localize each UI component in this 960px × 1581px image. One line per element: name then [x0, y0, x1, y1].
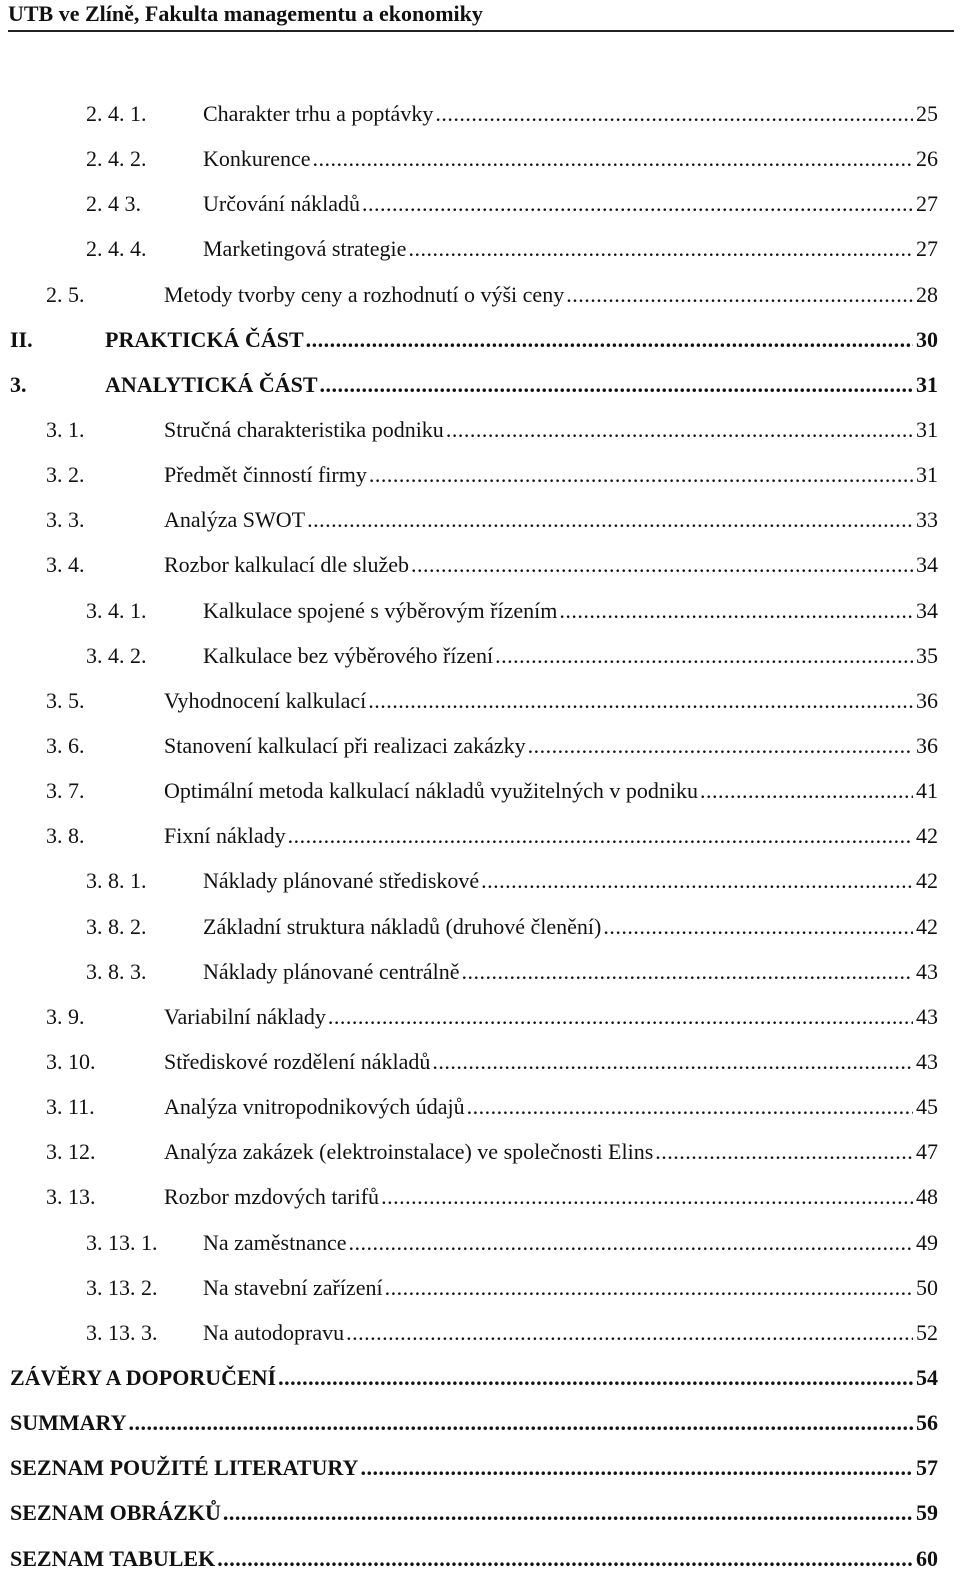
toc-entry-title: Analýza zakázek (elektroinstalace) ve společnosti Elins	[164, 1139, 654, 1165]
toc-entry-title: ANALYTICKÁ ČÁST	[105, 371, 318, 397]
toc-entry-page: 48	[916, 1184, 938, 1210]
toc-entry[interactable]	[0, 904, 960, 949]
dot-leader	[313, 136, 913, 181]
toc-entry-number: 2. 5.	[46, 281, 85, 307]
toc-entry[interactable]	[0, 1400, 960, 1445]
toc-entry[interactable]	[0, 226, 960, 271]
toc-entry[interactable]	[0, 91, 960, 136]
toc-entry-number: 3. 8. 2.	[86, 913, 147, 939]
toc-entry[interactable]	[0, 633, 960, 678]
dot-leader	[306, 317, 913, 362]
toc-entry-number: 3. 4.	[46, 552, 85, 578]
dot-leader	[411, 542, 913, 587]
toc-entry[interactable]	[0, 1355, 960, 1400]
toc-entry-page: 59	[916, 1500, 938, 1526]
toc-entry-number: II.	[10, 326, 33, 352]
toc-entry-title: Náklady plánované střediskové	[203, 868, 480, 894]
toc-entry[interactable]	[0, 452, 960, 497]
toc-entry-number: 3. 10.	[46, 1048, 96, 1074]
page-header	[8, 0, 954, 32]
toc-entry-number: 3. 4. 1.	[86, 597, 147, 623]
dot-leader	[381, 1174, 913, 1219]
dot-leader	[129, 1400, 913, 1445]
toc-entry[interactable]	[0, 542, 960, 587]
toc-entry-title: Vyhodnocení kalkulací	[164, 687, 367, 713]
toc-entry-number: 3. 8.	[46, 823, 85, 849]
toc-entry-title: Fixní náklady	[164, 823, 286, 849]
toc-entry[interactable]	[0, 1445, 960, 1490]
dot-leader	[349, 1220, 913, 1265]
toc-entry-page: 42	[916, 823, 938, 849]
dot-leader	[432, 1039, 913, 1084]
dot-leader	[307, 497, 913, 542]
dot-leader	[362, 181, 913, 226]
toc-entry-title: Na autodopravu	[203, 1319, 345, 1345]
dot-leader	[559, 588, 913, 633]
toc-entry-page: 26	[916, 146, 938, 172]
toc-entry-title: Stanovení kalkulací při realizaci zakázky	[164, 732, 526, 758]
dot-leader	[495, 633, 913, 678]
dot-leader	[566, 272, 913, 317]
toc-entry[interactable]	[0, 1310, 960, 1355]
toc-entry-page: 47	[916, 1139, 938, 1165]
toc-entry[interactable]	[0, 1039, 960, 1084]
toc-entry-page: 27	[916, 236, 938, 262]
toc-entry-page: 27	[916, 191, 938, 217]
toc-entry-page: 41	[916, 778, 938, 804]
dot-leader	[369, 452, 913, 497]
toc-entry-page: 28	[916, 281, 938, 307]
toc-entry-number: 3. 6.	[46, 732, 85, 758]
toc-entry-title: Předmět činností firmy	[164, 462, 367, 488]
toc-entry-page: 42	[916, 913, 938, 939]
toc-entry-title: Optimální metoda kalkulací nákladů využitelných v podniku	[164, 778, 698, 804]
toc-entry-page: 35	[916, 642, 938, 668]
toc-entry-title: Analýza vnitropodnikových údajů	[164, 1094, 465, 1120]
toc-entry-title: SUMMARY	[10, 1410, 127, 1436]
toc-entry-number: 3.	[10, 371, 27, 397]
toc-entry[interactable]	[0, 1265, 960, 1310]
toc-entry-page: 49	[916, 1229, 938, 1255]
toc-entry-title: SEZNAM POUŽITÉ LITERATURY	[10, 1455, 359, 1481]
toc-entry-number: 2. 4 3.	[86, 191, 141, 217]
dot-leader	[603, 904, 913, 949]
dot-leader	[435, 91, 913, 136]
toc-entry-title: Náklady plánované centrálně	[203, 958, 460, 984]
dot-leader	[346, 1310, 913, 1355]
toc-entry[interactable]	[0, 407, 960, 452]
toc-entry-page: 34	[916, 552, 938, 578]
toc-entry[interactable]	[0, 497, 960, 542]
toc-entry-page: 31	[916, 416, 938, 442]
toc-entry-title: Základní struktura nákladů (druhové členění)	[203, 913, 602, 939]
toc-entry-page: 45	[916, 1094, 938, 1120]
toc-entry[interactable]	[0, 1174, 960, 1219]
toc-entry[interactable]	[0, 768, 960, 813]
toc-entry-number: 3. 13. 2.	[86, 1274, 158, 1300]
toc-entry-page: 43	[916, 1048, 938, 1074]
toc-entry[interactable]	[0, 1084, 960, 1129]
toc-entry-title: Analýza SWOT	[164, 507, 306, 533]
toc-entry-title: Marketingová strategie	[203, 236, 407, 262]
toc-entry-title: ZÁVĚRY A DOPORUČENÍ	[10, 1364, 277, 1390]
toc-entry[interactable]	[0, 317, 960, 362]
toc-entry-title: Na zaměstnance	[203, 1229, 347, 1255]
dot-leader	[320, 362, 913, 407]
toc-entry[interactable]	[0, 813, 960, 858]
toc-entry-page: 56	[916, 1410, 938, 1436]
dot-leader	[446, 407, 913, 452]
toc-entry-page: 54	[916, 1364, 938, 1390]
toc-entry-page: 42	[916, 868, 938, 894]
header-text: UTB ve Zlíně, Fakulta managementu a ekonomiky	[8, 1, 483, 26]
dot-leader	[278, 1355, 913, 1400]
toc-entry-title: Určování nákladů	[203, 191, 360, 217]
toc-entry-number: 3. 7.	[46, 778, 85, 804]
toc-entry-title: Variabilní náklady	[164, 1003, 326, 1029]
toc-entry[interactable]	[0, 181, 960, 226]
toc-entry-number: 3. 5.	[46, 687, 85, 713]
toc-entry-number: 3. 11.	[46, 1094, 95, 1120]
toc-entry-page: 52	[916, 1319, 938, 1345]
toc-entry-title: PRAKTICKÁ ČÁST	[105, 326, 304, 352]
toc-entry-title: SEZNAM OBRÁZKŮ	[10, 1500, 221, 1526]
dot-leader	[385, 1265, 913, 1310]
toc-entry-page: 60	[916, 1545, 938, 1571]
dot-leader	[655, 1129, 913, 1174]
dot-leader	[328, 994, 913, 1039]
toc-entry-number: 3. 13. 3.	[86, 1319, 158, 1345]
toc-entry-title: Rozbor mzdových tarifů	[164, 1184, 380, 1210]
dot-leader	[223, 1490, 913, 1535]
toc-entry-title: Charakter trhu a poptávky	[203, 101, 434, 126]
toc-entry[interactable]	[0, 1220, 960, 1265]
toc-entry-page: 34	[916, 597, 938, 623]
toc-entry[interactable]	[0, 1490, 960, 1535]
toc-entry-number: 3. 8. 3.	[86, 958, 147, 984]
toc-entry[interactable]	[0, 1129, 960, 1174]
dot-leader	[408, 226, 913, 271]
toc-entry-number: 3. 13.	[46, 1184, 96, 1210]
toc-entry-number: 3. 3.	[46, 507, 85, 533]
toc-entry[interactable]	[0, 136, 960, 181]
toc-entry[interactable]	[0, 272, 960, 317]
toc-entry-page: 43	[916, 958, 938, 984]
dot-leader	[700, 768, 913, 813]
dot-leader	[368, 678, 913, 723]
toc-entry-page: 31	[916, 371, 938, 397]
dot-leader	[528, 723, 913, 768]
toc-entry-title: Metody tvorby ceny a rozhodnutí o výši ceny	[164, 281, 565, 307]
toc-entry-page: 25	[916, 101, 938, 126]
toc-entry[interactable]	[0, 1536, 960, 1581]
toc-entry-title: Kalkulace spojené s výběrovým řízením	[203, 597, 558, 623]
toc-entry-title: Rozbor kalkulací dle služeb	[164, 552, 409, 578]
toc-entry-number: 3. 8. 1.	[86, 868, 147, 894]
toc-entry[interactable]	[0, 994, 960, 1039]
dot-leader	[360, 1445, 913, 1490]
toc-entry-page: 50	[916, 1274, 938, 1300]
toc-entry-page: 31	[916, 462, 938, 488]
toc-entry-number: 2. 4. 1.	[86, 101, 147, 126]
toc-entry-title: Na stavební zařízení	[203, 1274, 383, 1300]
toc-entry-page: 36	[916, 732, 938, 758]
dot-leader	[217, 1536, 913, 1581]
dot-leader	[462, 949, 913, 994]
toc-entry-title: Konkurence	[203, 146, 311, 172]
toc-entry-number: 2. 4. 4.	[86, 236, 147, 262]
toc-entry-number: 3. 13. 1.	[86, 1229, 158, 1255]
toc-entry-page: 36	[916, 687, 938, 713]
toc-entry[interactable]	[0, 678, 960, 723]
dot-leader	[467, 1084, 913, 1129]
toc-entry-number: 3. 1.	[46, 416, 85, 442]
toc-entry-title: SEZNAM TABULEK	[10, 1545, 216, 1571]
toc-entry-page: 57	[916, 1455, 938, 1481]
toc-entry[interactable]	[0, 858, 960, 903]
toc-entry-number: 3. 4. 2.	[86, 642, 147, 668]
toc-entry-number: 2. 4. 2.	[86, 146, 147, 172]
toc-entry[interactable]	[0, 723, 960, 768]
dot-leader	[481, 858, 913, 903]
toc-entry[interactable]	[0, 588, 960, 633]
table-of-contents	[0, 91, 960, 1581]
toc-entry-number: 3. 2.	[46, 462, 85, 488]
toc-entry-number: 3. 12.	[46, 1139, 96, 1165]
toc-entry-page: 33	[916, 507, 938, 533]
toc-entry-page: 43	[916, 1003, 938, 1029]
toc-entry-title: Střediskové rozdělení nákladů	[164, 1048, 431, 1074]
toc-entry-page: 30	[916, 326, 938, 352]
toc-entry-title: Stručná charakteristika podniku	[164, 416, 444, 442]
toc-entry[interactable]	[0, 362, 960, 407]
toc-entry-number: 3. 9.	[46, 1003, 85, 1029]
toc-entry-title: Kalkulace bez výběrového řízení	[203, 642, 494, 668]
dot-leader	[288, 813, 913, 858]
toc-entry[interactable]	[0, 949, 960, 994]
